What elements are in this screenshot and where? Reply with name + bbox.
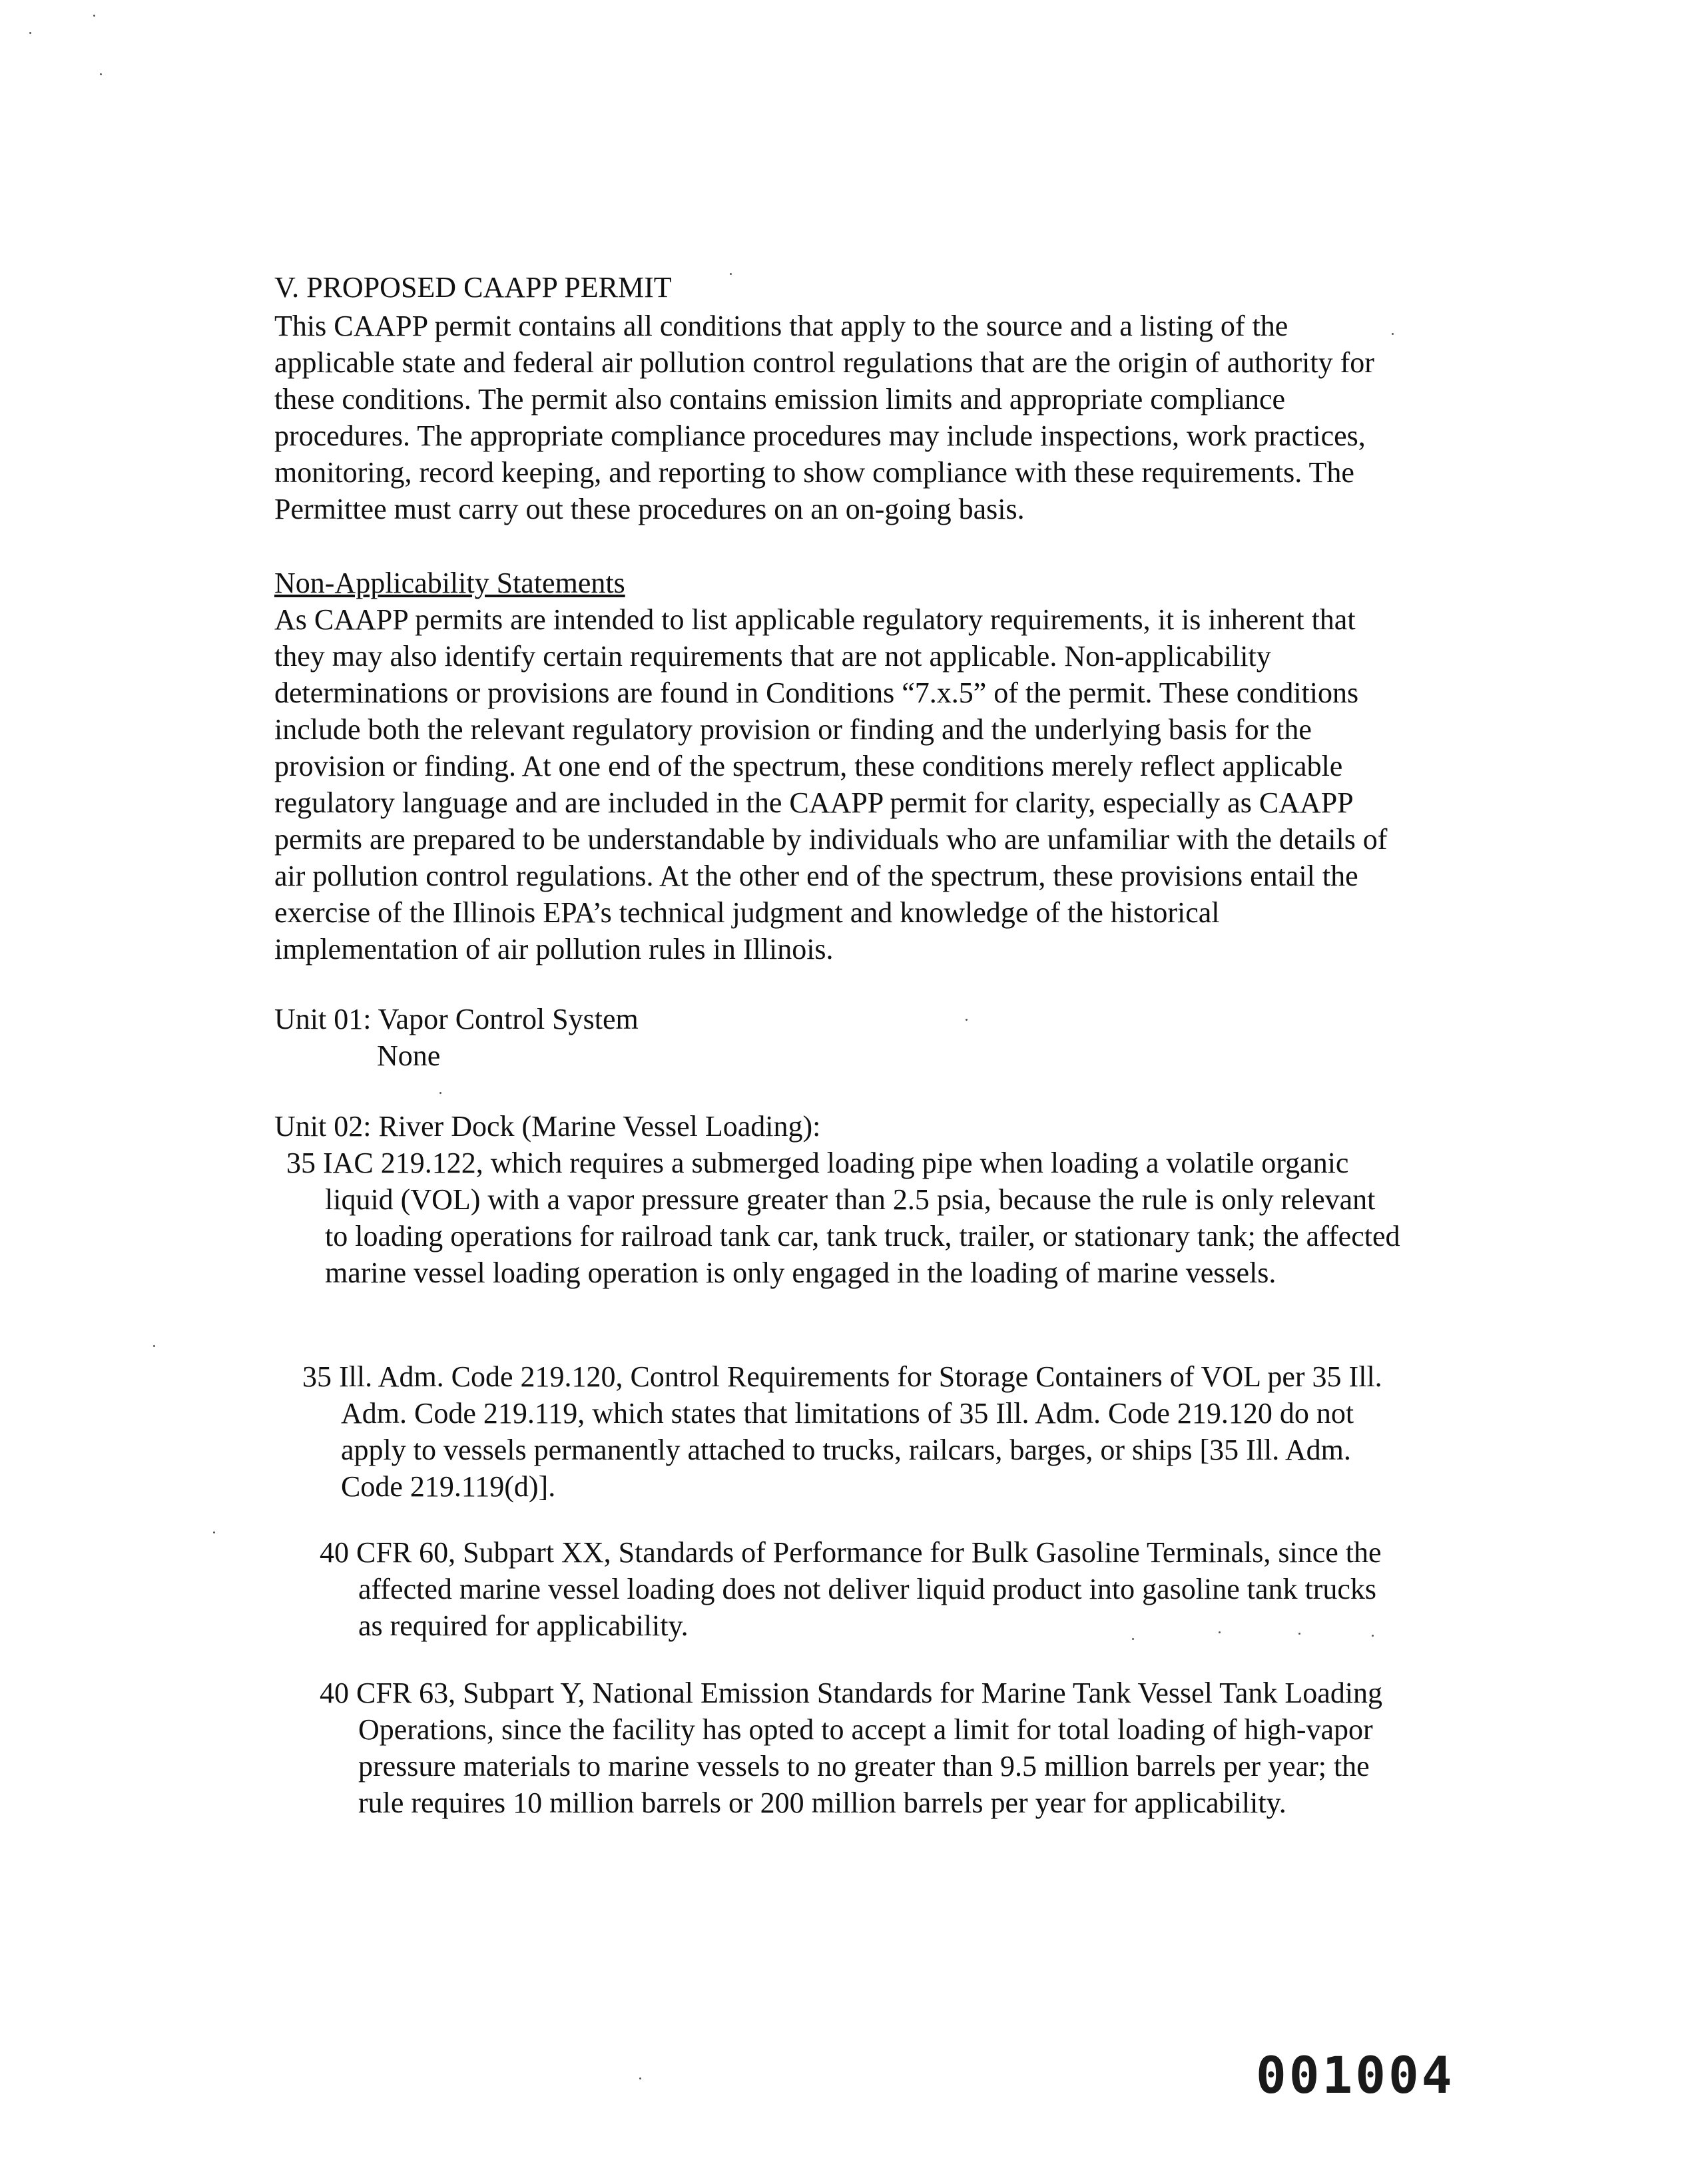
unit-01-title: Unit 01: Vapor Control System <box>274 1003 639 1035</box>
scan-speck <box>439 1092 441 1094</box>
scan-speck <box>730 273 732 275</box>
scan-speck <box>93 15 95 17</box>
scan-speck <box>1132 1638 1134 1640</box>
non-applicability-heading: Non-Applicability Statements <box>274 567 625 599</box>
unit-02-title: Unit 02: River Dock (Marine Vessel Loading): <box>274 1110 821 1143</box>
scan-speck <box>966 1019 968 1021</box>
section-heading: V. PROPOSED CAAPP PERMIT <box>274 271 672 304</box>
scan-speck <box>1219 1631 1221 1633</box>
unit-02-item-2: 35 Ill. Adm. Code 219.120, Control Requirements for Storage Containers of VOL per 35 Ill. Adm. Code 219.119, which states that limitations of 35 Ill. Adm. Code 219.120 do not apply to vessels permanently attached to trucks, railcars, barges, or ships [35 Ill. Adm. Code 219.119(d)]. <box>302 1360 1382 1503</box>
unit-02-item-4: 40 CFR 63, Subpart Y, National Emission Standards for Marine Tank Vessel Tank Loading Operations, since the facility has opted to accept a limit for total loading of high-vapor pressure materials to marine vessels to no greater than 9.5 million barrels per year; the rule requires 10 million barrels or 200 million barrels per year for applicability. <box>320 1677 1383 1819</box>
non-applicability-paragraph: As CAAPP permits are intended to list applicable regulatory requirements, it is inherent that they may also identify certain requirements that are not applicable. Non-applicability determinations or provisions are found in Conditions “7.x.5” of the permit. These conditions include both the relevant regulatory provision or finding and the underlying basis for the provision or finding. At one end of the spectrum, these conditions merely reflect applicable regulatory language and are included in the CAAPP permit for clarity, especially as CAAPP permits are prepared to be understandable by individuals who are unfamiliar with the details of air pollution control regulations. At the other end of the spectrum, these provisions entail the exercise of the Illinois EPA’s technical judgment and knowledge of the historical implementation of air pollution rules in Illinois. <box>274 603 1388 965</box>
unit-01-none: None <box>377 1039 441 1072</box>
page-number-stamp: 001004 <box>1256 2046 1455 2105</box>
scan-speck <box>100 73 102 75</box>
unit-02-item-3: 40 CFR 60, Subpart XX, Standards of Performance for Bulk Gasoline Terminals, since the affected marine vessel loading does not deliver liquid product into gasoline tank trucks as required for applicability. <box>320 1536 1382 1642</box>
scan-speck <box>639 2077 641 2079</box>
unit-02-item-1: 35 IAC 219.122, which requires a submerged loading pipe when loading a volatile organic liquid (VOL) with a vapor pressure greater than 2.5 psia, because the rule is only relevant to loading operations for railroad tank car, tank truck, trailer, or stationary tank; the affected marine vessel loading operation is only engaged in the loading of marine vessels. <box>286 1147 1400 1289</box>
intro-paragraph: This CAAPP permit contains all conditions that apply to the source and a listing of the applicable state and federal air pollution control regulations that are the origin of authority for these conditions. The permit also contains emission limits and appropriate compliance procedures. The appropriate compliance procedures may include inspections, work practices, monitoring, record keeping, and reporting to show compliance with these requirements. The Permittee must carry out these procedures on an on-going basis. <box>274 310 1374 525</box>
scan-speck <box>153 1345 155 1347</box>
scan-speck <box>29 32 31 34</box>
scan-speck <box>1298 1633 1300 1635</box>
scan-speck <box>1372 1635 1374 1637</box>
scan-speck <box>1392 333 1394 335</box>
scan-speck <box>213 1531 215 1533</box>
